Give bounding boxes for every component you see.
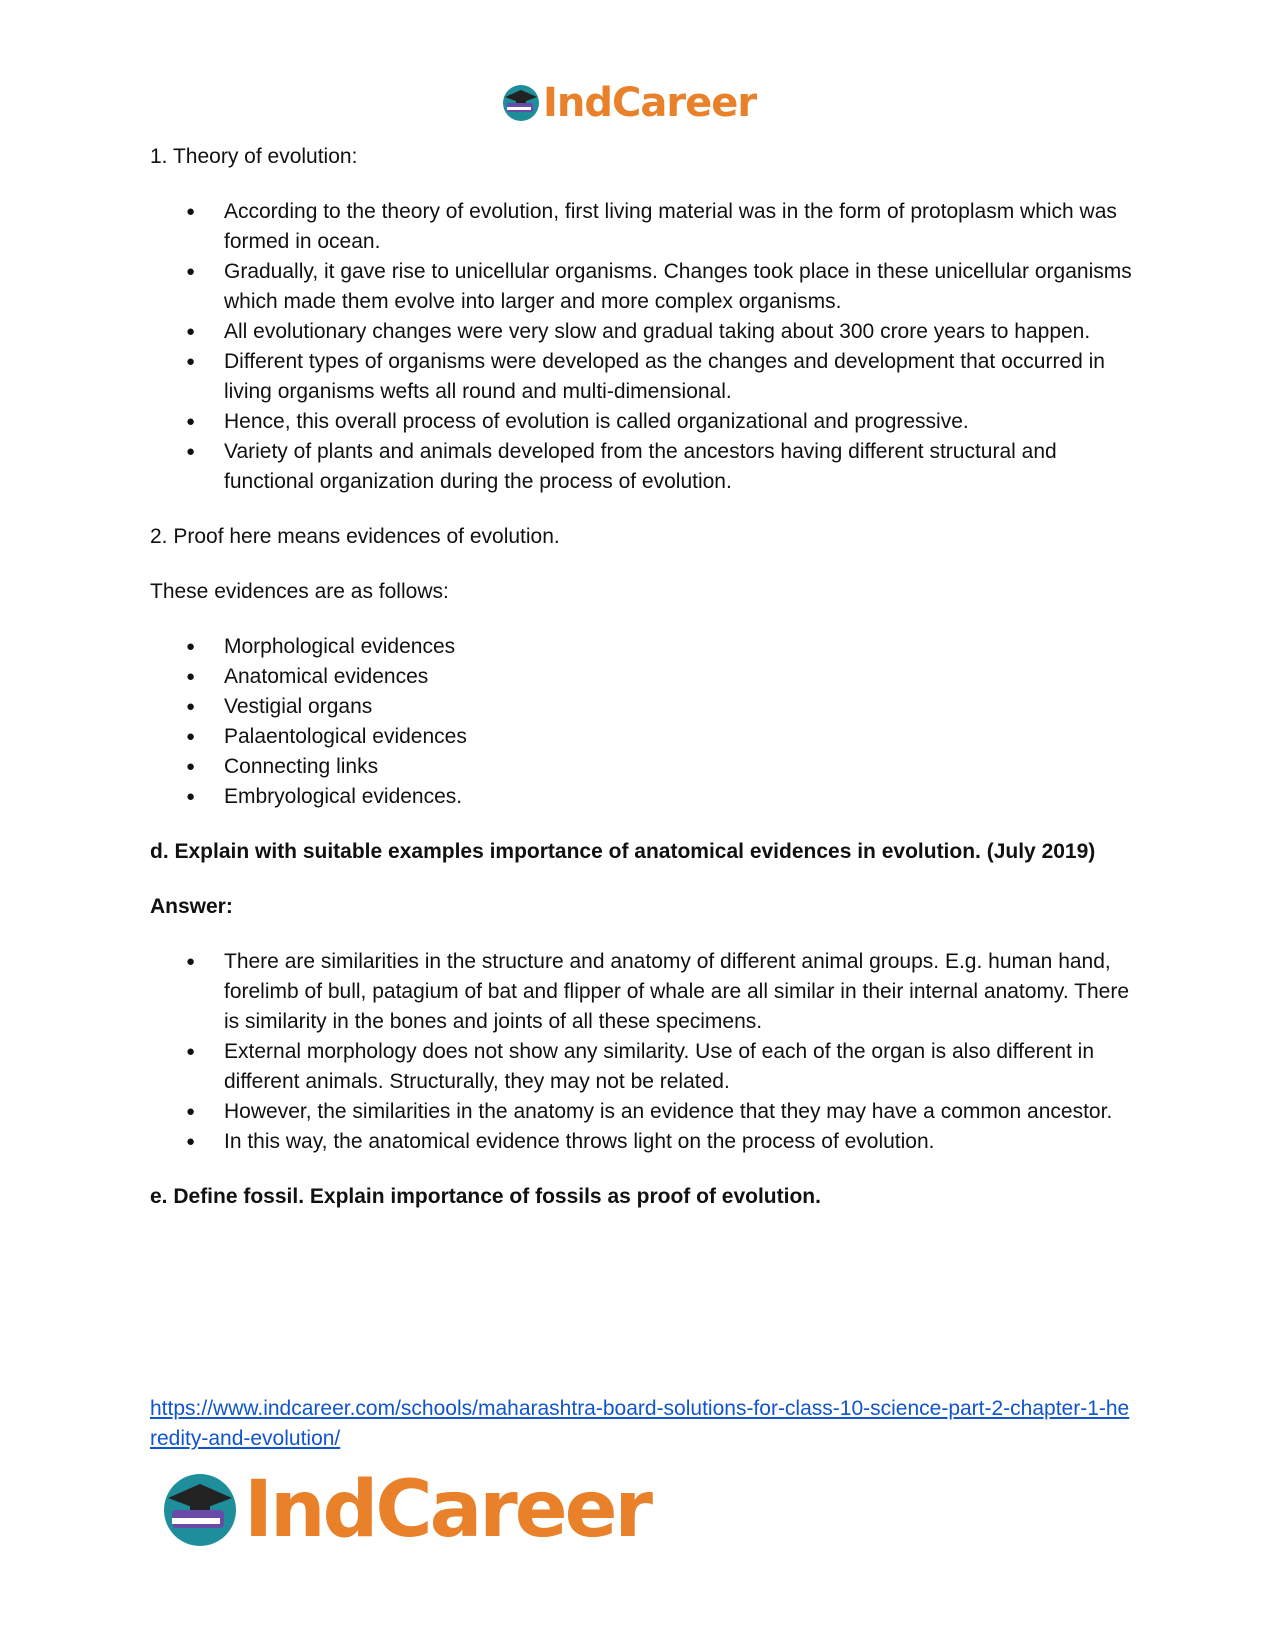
- list-item: ● Embryological evidences.: [224, 782, 1135, 812]
- list-item: ● Connecting links: [224, 752, 1135, 782]
- section2-intro: These evidences are as follows:: [150, 580, 449, 603]
- list-item: ● All evolutionary changes were very slow and gradual taking about 300 crore years to happen.: [224, 317, 1135, 347]
- source-url-link[interactable]: https://www.indcareer.com/schools/maharashtra-board-solutions-for-class-10-science-part-2-chapter-1-heredity-and-evolution/: [150, 1397, 1130, 1450]
- answer-d-list: [150, 947, 1135, 1157]
- list-item: ● According to the theory of evolution, first living material was in the form of protoplasm which was formed in ocean.: [224, 197, 1135, 257]
- section2-list: [150, 632, 1135, 812]
- list-item: ● However, the similarities in the anatomy is an evidence that they may have a common ancestor.: [224, 1097, 1135, 1127]
- question-e: e. Define fossil. Explain importance of fossils as proof of evolution.: [150, 1185, 821, 1208]
- list-item: ● Different types of organisms were developed as the changes and development that occurred in living organisms wefts all round and multi-dimensional.: [224, 347, 1135, 407]
- list-item: ● In this way, the anatomical evidence throws light on the process of evolution.: [224, 1127, 1135, 1157]
- logo-text: IndCareer: [543, 80, 757, 126]
- section2-heading: 2. Proof here means evidences of evolution.: [150, 525, 560, 548]
- list-item: ● Variety of plants and animals developed from the ancestors having different structural and functional organization during the process of evolution.: [224, 437, 1135, 497]
- list-item: ● Morphological evidences: [224, 632, 1135, 662]
- list-item: ● There are similarities in the structure and anatomy of different animal groups. E.g. human hand, forelimb of bull, patagium of bat and flipper of whale are all similar in their internal anatomy. There is similarity in the bones and joints of all these specimens.: [224, 947, 1135, 1037]
- list-item: ● Hence, this overall process of evolution is called organizational and progressive.: [224, 407, 1135, 437]
- section1-heading: 1. Theory of evolution:: [150, 145, 358, 168]
- document-body: [150, 142, 1135, 1212]
- list-item: ● Anatomical evidences: [224, 662, 1135, 692]
- graduation-cap-book-icon: [501, 83, 541, 123]
- logo-text: IndCareer: [244, 1465, 650, 1555]
- footer-logo: [160, 1465, 650, 1555]
- graduation-cap-book-icon: [160, 1470, 240, 1550]
- list-item: ● External morphology does not show any similarity. Use of each of the organ is also different in different animals. Structurally, they may not be related.: [224, 1037, 1135, 1097]
- header-logo: [501, 80, 756, 126]
- section1-list: [150, 197, 1135, 497]
- list-item: ● Gradually, it gave rise to unicellular organisms. Changes took place in these unicellular organisms which made them evolve into larger and more complex organisms.: [224, 257, 1135, 317]
- list-item: ● Vestigial organs: [224, 692, 1135, 722]
- list-item: ● Palaentological evidences: [224, 722, 1135, 752]
- question-d: d. Explain with suitable examples importance of anatomical evidences in evolution. (July 2019): [150, 840, 1096, 863]
- answer-label: Answer:: [150, 895, 233, 918]
